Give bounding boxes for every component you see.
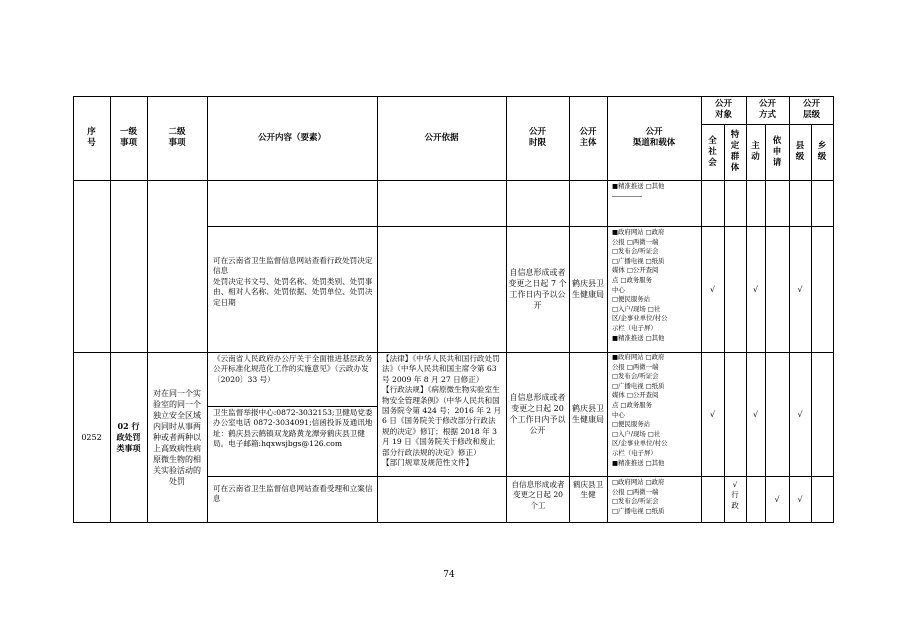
header-target-specific: 特 定 群 体 (730, 130, 740, 173)
row2-check-county: √ (797, 409, 803, 419)
row3-subject: 鹤庆县卫生健 (572, 480, 604, 500)
header-level-township: 乡 级 (817, 141, 827, 162)
header-level: 公开 层级 (802, 99, 820, 120)
row2-content-a: 《云南省人民政府办公厅关于全面推进基层政务公开标准化规范化工作的实施意见》（云政办发〔2020〕33 号） (213, 354, 373, 384)
header-channel: 公开 渠道和载体 (632, 127, 676, 148)
row1-content: 可在云南省卫生监督信息网站查看行政处罚决定信息 处罚决定书文号、处罚名称、处罚类别、处罚事由、相对人名称、处罚依据、处罚单位、处罚决定日期 (213, 256, 373, 307)
row3-time: 自信息形成或者变更之日起 20 个工 (511, 480, 565, 510)
top-channel-rule (612, 196, 642, 197)
disclosure-table: 序 号 一级 事项 二级 事项 公开内容（要素） 公开依据 公开 时限 公开 主体 公开 渠道和载体 公开 对象 全 社 会 特 定 群 体 公开 方式 主 动 依 申 请 公开 层级 县 级 乡 级 ■精准推送 □其他 可在云南省卫生监督信息网站查看行政处罚决定信息 处罚决定书文号、处罚名称、处罚类别、处罚事由、相对人名称、处罚依据、处罚单位、处罚决定日期 自信息形成或者变更之日起 7 个工作日内予以公开 鹤庆县卫生健康局 ■政府网站 □政府 公报 □两微一端 □发布会/听证会 □广播电视 □纸质 媒体 □公开查阅 点 □政务服务 中心 □便民服务站 □入户/现场 □社 区/企事业单位/村公 示栏（电子屏） ■精准推送 □其他 √ √ √ 0252 02 行政处罚类事项 对在同一个实验室的同一个独立安全区域内同时从事两种或者两种以上高致病性病原微生物的相关实验活动的处罚 《云南省人民政府办公厅关于全面推进基层政务公开标准化规范化工作的实施意见》（云政办发〔2020〕33 号） 卫生监督举报中心:0872-3032153;卫健局党委办公室电话 0872-3034091;信函投诉及通讯地址：鹤庆县云鹤镇双龙路黄龙潭旁鹤庆县卫健局。电子邮箱:hqxwsjbgs@126.com 【法律】《中华人民共和国行政处罚法》（中华人民共和国主席令第 63 号 2009 年 8 月 27 日修正） 【行政法规】《病原微生物实验室生物安全管理条例》（中华人民共和国国务院令第 424 号；2016 年 2 月 6 日《国务院关于修改部分行政法规的决定》修订；根据 2018 年 3 月 19 日《国务院关于修改和废止部分行政法规的决定》修正） 【部门规章及规范性文件】 自信息形成或者变更之日起 20 个工作日内予以公开 鹤庆县卫生健康局 ■政府网站 □政府 公报 □两微一端 □发布会/听证会 □广播电视 □纸质 媒体 □公开查阅 点 □政务服务 中心 □便民服务站 □入户/现场 □社 区/企事业单位/村公 示栏（电子屏） ■精准推送 □其他 √ √ √ 可在云南省卫生监督信息网站查看受理和立案信息 自信息形成或者变更之日起 20 个工 鹤庆县卫生健 □政府网站 □政府 公报 □两微一端 □发布会/听证会 □广播电视 □纸质 √ 行 政 √ √ (73, 96, 834, 522)
header-target: 公开 对象 (714, 99, 732, 120)
row2-time: 自信息形成或者变更之日起 20 个工作日内予以公开 (509, 393, 566, 435)
row2-content-b: 卫生监督举报中心:0872-3032153;卫健局党委办公室电话 0872-3034091;信函投诉及通讯地址：鹤庆县云鹤镇双龙路黄龙潭旁鹤庆县卫健局。电子邮箱:hqxwsjbgs@126.com (213, 408, 373, 449)
row1-check-active: √ (752, 284, 759, 294)
row2-subject: 鹤庆县卫生健康局 (572, 404, 604, 424)
header-mode-active: 主 动 (751, 141, 760, 162)
header-content: 公开内容（要素） (257, 132, 326, 143)
row3-check-request: √ (774, 494, 780, 504)
row2-check-all: √ (709, 409, 716, 419)
header-time: 公开 时限 (528, 127, 546, 148)
row2-basis: 【法律】《中华人民共和国行政处罚法》（中华人民共和国主席令第 63 号 2009 年 8 月 27 日修正） 【行政法规】《病原微生物实验室生物安全管理条例》（中华人民共和国国务院令第 424 号；2016 年 2 月 6 日《国务院关于修改部分行政法规的决定》修订；根据 2018 年 3 月 19 日《国务院关于修改和废止部分行政法规的决定》修正） 【部门规章及规范性文件】 (382, 354, 502, 468)
row1-check-all: √ (709, 284, 716, 294)
header-level2: 二级 事项 (168, 127, 186, 148)
row2-level1: 02 行政处罚类事项 (116, 420, 141, 453)
header-level-county: 县 级 (795, 141, 805, 162)
header-basis: 公开依据 (424, 132, 459, 143)
header-seq: 序 号 (87, 127, 96, 148)
row2-seq: 0252 (81, 432, 102, 442)
header-subject: 公开 主体 (579, 127, 597, 148)
row2-level2: 对在同一个实验室的同一个独立安全区域内同时从事两种或者两种以上高致病性病原微生物的相关实验活动的处罚 (153, 388, 201, 486)
row3-check-specific: √ 行 政 (731, 480, 739, 510)
header-target-all: 全 社 会 (708, 135, 717, 168)
row1-check-county: √ (797, 284, 803, 294)
top-channel: ■精准推送 □其他 (612, 182, 665, 190)
row1-subject: 鹤庆县卫生健康局 (572, 279, 604, 299)
row3-content: 可在云南省卫生监督信息网站查看受理和立案信息 (213, 484, 373, 504)
row3-check-county: √ (797, 494, 803, 504)
row2-check-active: √ (752, 409, 759, 419)
header-level1: 一级 事项 (119, 127, 137, 148)
page-number: 74 (443, 570, 455, 580)
header-mode: 公开 方式 (758, 99, 776, 120)
row1-time: 自信息形成或者变更之日起 7 个工作日内予以公开 (508, 268, 567, 310)
header-mode-request: 依 申 请 (772, 135, 782, 168)
